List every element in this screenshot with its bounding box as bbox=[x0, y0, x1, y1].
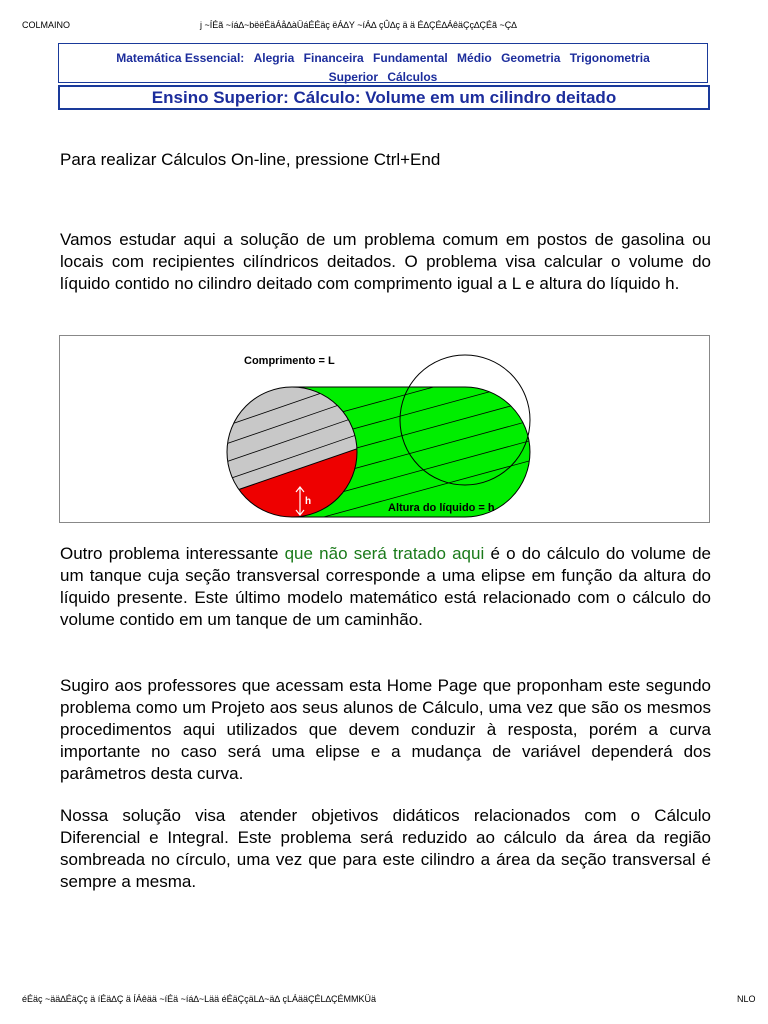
not-treated-link[interactable]: que não será tratado aqui bbox=[284, 544, 485, 563]
paragraph-intro: Vamos estudar aqui a solução de um problema comum em postos de gasolina ou locais com recipientes cilíndricos deitados. O problema visa calcular o volume do líquido contido no cilindro deitado com comprimento igual a L e altura do líquido h. bbox=[60, 230, 711, 293]
nav-links bbox=[59, 49, 707, 87]
label-length: Comprimento = L bbox=[244, 355, 335, 367]
nav-link-trigonometria[interactable]: Trigonometria bbox=[569, 51, 650, 65]
cylinder-figure bbox=[59, 335, 710, 523]
nav-link-calculos[interactable]: Cálculos bbox=[387, 70, 438, 84]
online-note: Para realizar Cálculos On-line, pressione Ctrl+End bbox=[60, 150, 441, 169]
cylinder-diagram bbox=[60, 336, 711, 524]
nav-link-superior[interactable]: Superior bbox=[328, 70, 378, 84]
nav-link-financeira[interactable]: Financeira bbox=[303, 51, 364, 65]
nav-link-matematica-essencial[interactable]: Matemática Essencial: bbox=[116, 51, 245, 65]
label-h: h bbox=[305, 496, 312, 507]
page-title: Ensino Superior: Cálculo: Volume em um cilindro deitado bbox=[58, 85, 710, 110]
nav-bar bbox=[58, 43, 708, 83]
page-header-left: COLMAINO bbox=[22, 20, 71, 30]
nav-link-geometria[interactable]: Geometria bbox=[501, 51, 561, 65]
page-header-center: j ~ÍÉã ~íá∆~bëëÉäÁå∆àÜáÉÉäç ëÁ∆Y ~íÁ∆ çÛ∆ç ä ä É∆ÇÉ∆ÁêäÇç∆ÇÉã ~Ç∆ bbox=[200, 20, 517, 30]
page-footer-left: éÉäç ~ää∆ÉäÇç ä íÉä∆Ç ä ÍÁêää ~íÉä ~íá∆~Lää éÉäÇçäL∆~ä∆ çLÁääÇÉL∆ÇÉMMKÜä bbox=[22, 994, 376, 1004]
page-footer-right: NLO bbox=[737, 994, 756, 1004]
nav-link-fundamental[interactable]: Fundamental bbox=[373, 51, 448, 65]
paragraph-other-problem-after: é o do cálculo do volume de um tanque cuja seção transversal corresponde a uma elipse em função da altura do líquido presente. Este último modelo matemático está relacionado com o cálculo do volume contido em um tanque de um caminhão. bbox=[60, 544, 711, 629]
nav-link-alegria[interactable]: Alegria bbox=[253, 51, 295, 65]
paragraph-other-problem-before: Outro problema interessante bbox=[60, 544, 285, 563]
paragraph-suggestion: Sugiro aos professores que acessam esta Home Page que proponham este segundo problema como um Projeto aos seus alunos de Cálculo, uma vez que são os mesmos procedimentos aqui utilizados que devem conduzir à resposta, porém a curva importante no caso será uma elipse e a mudança de variável dependerá dos parâmetros desta curva. bbox=[60, 676, 711, 783]
paragraph-other-problem bbox=[60, 543, 711, 631]
paragraph-solution: Nossa solução visa atender objetivos didáticos relacionados com o Cálculo Diferencial e Integral. Este problema será reduzido ao cálculo da área da região sombreada no círculo, uma vez que para este cilindro a área da seção transversal é sempre a mesma. bbox=[60, 806, 711, 891]
nav-link-medio[interactable]: Médio bbox=[457, 51, 492, 65]
label-liquid-height: Altura do líquido = h bbox=[388, 502, 495, 514]
